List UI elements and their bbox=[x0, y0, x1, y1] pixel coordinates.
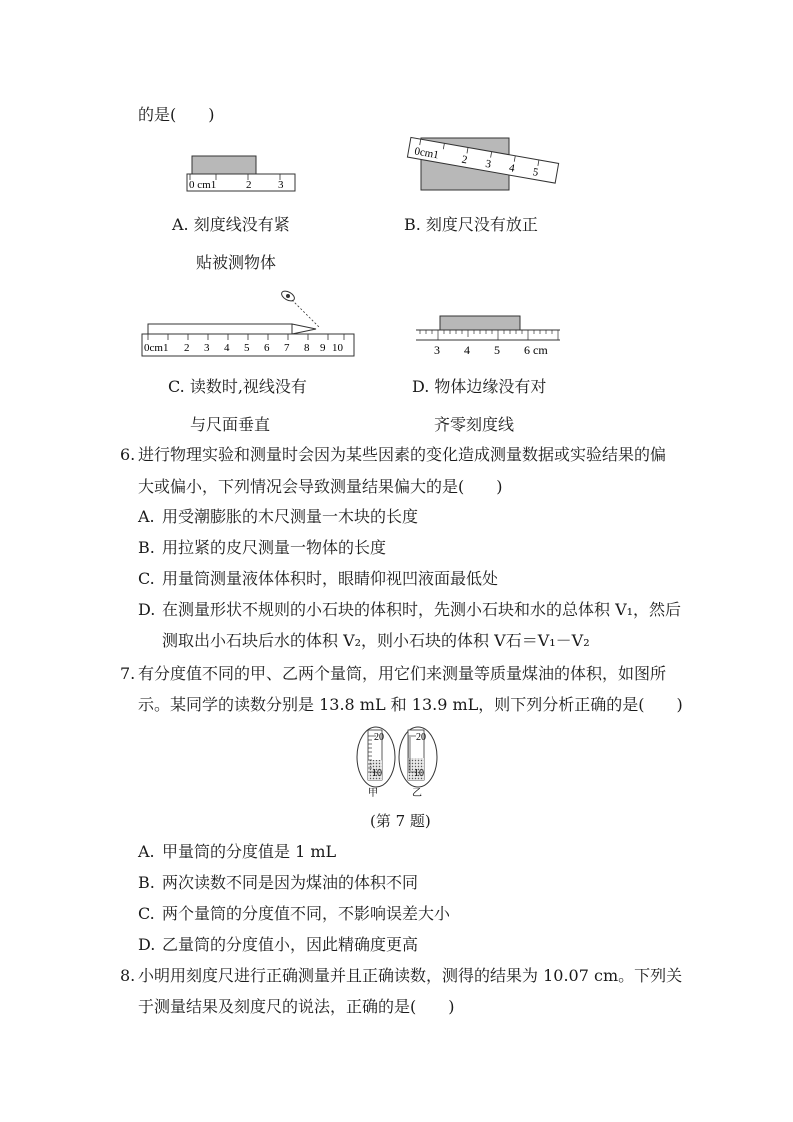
figure-b-label-4: 4 bbox=[508, 161, 516, 175]
figure-c-label-9: 9 bbox=[320, 342, 326, 354]
figure-c-object bbox=[148, 324, 292, 334]
option-text: 在测量形状不规则的小石块的体积时，先测小石块和水的总体积 V₁，然后 bbox=[162, 600, 682, 619]
figure-b-label-3: 3 bbox=[484, 157, 492, 171]
figure-a-label-0: 0 cm1 bbox=[189, 179, 217, 191]
question-6-number: 6. bbox=[120, 445, 136, 464]
figure-c-label-0: 0cm1 bbox=[144, 342, 169, 354]
question-6-option-c[interactable] bbox=[138, 568, 498, 590]
measuring-cylinders-figure bbox=[354, 726, 442, 798]
figure-a-caption-2: 贴被测物体 bbox=[196, 253, 277, 272]
question-7-number: 7. bbox=[120, 664, 136, 683]
figure-c-ruler bbox=[140, 284, 358, 358]
question-6-option-a[interactable] bbox=[138, 506, 418, 528]
question-6-option-b[interactable] bbox=[138, 537, 386, 559]
figure-b-label-5: 5 bbox=[531, 166, 540, 179]
figure-a-label-2: 2 bbox=[246, 179, 252, 191]
option-letter: A. bbox=[138, 507, 155, 526]
question-7-text-2: 示。某同学的读数分别是 13.8 mL 和 13.9 mL，则下列分析正确的是( ) bbox=[138, 695, 683, 714]
question-8-line-1 bbox=[120, 965, 682, 987]
figure-c-label-3: 3 bbox=[204, 342, 210, 354]
previous-question-tail: 的是( ) bbox=[138, 105, 215, 124]
option-letter: D. bbox=[138, 935, 156, 954]
figure-a-label-3: 3 bbox=[278, 179, 284, 191]
question-8-text-2: 于测量结果及刻度尺的说法，正确的是( ) bbox=[138, 997, 455, 1016]
figure-d-label-4: 4 bbox=[464, 343, 470, 357]
figure-c-label-6: 6 bbox=[264, 342, 270, 354]
figure-b-caption-1: B. 刻度尺没有放正 bbox=[404, 215, 538, 234]
option-text: 乙量筒的分度值小，因此精确度更高 bbox=[162, 935, 419, 954]
question-6-text-1: 进行物理实验和测量时会因为某些因素的变化造成测量数据或实验结果的偏 bbox=[138, 445, 667, 464]
figure-c-label-5: 5 bbox=[244, 342, 250, 354]
option-letter: A. bbox=[138, 842, 155, 861]
figure-d-object bbox=[440, 316, 520, 330]
cylinder-jia-label-10: 10 bbox=[372, 768, 382, 779]
figure-b-label-0: 0cm1 bbox=[413, 145, 440, 162]
figure-c-label-8: 8 bbox=[304, 342, 310, 354]
question-7-text-1: 有分度值不同的甲、乙两个量筒，用它们来测量等质量煤油的体积，如图所 bbox=[138, 664, 667, 683]
option-text: 用受潮膨胀的木尺测量一木块的长度 bbox=[162, 507, 419, 526]
figure-c-label-10: 10 bbox=[332, 342, 343, 354]
option-text: 两次读数不同是因为煤油的体积不同 bbox=[162, 873, 419, 892]
question-7-option-d[interactable] bbox=[138, 934, 418, 956]
option-letter: B. bbox=[138, 873, 155, 892]
option-letter: D. bbox=[138, 600, 156, 619]
option-text: 甲量筒的分度值是 1 mL bbox=[162, 842, 337, 861]
figure-d-ruler bbox=[414, 314, 564, 358]
eye-icon bbox=[280, 289, 296, 303]
question-7-option-c[interactable] bbox=[138, 903, 450, 925]
figure-a-object bbox=[192, 156, 256, 174]
figure-b-label-2: 2 bbox=[460, 153, 469, 167]
figure-d-label-5: 5 bbox=[494, 343, 500, 357]
cylinder-jia-name: 甲 bbox=[368, 788, 378, 798]
question-8-text-1: 小明用刻度尺进行正确测量并且正确读数，测得的结果为 10.07 cm。下列关 bbox=[138, 966, 683, 985]
figure-d-label-6: 6 cm bbox=[524, 343, 548, 357]
option-text: 用拉紧的皮尺测量一物体的长度 bbox=[162, 538, 387, 557]
figure-a-ruler bbox=[186, 152, 298, 194]
question-6-option-d-line-2: 测取出小石块后水的体积 V₂，则小石块的体积 V石＝V₁－V₂ bbox=[162, 631, 590, 650]
question-6-option-d[interactable] bbox=[138, 599, 681, 621]
figure-a-caption-1: A. 刻度线没有紧 bbox=[172, 215, 290, 234]
figure-c-caption-1: C. 读数时,视线没有 bbox=[168, 377, 307, 396]
figure-c-caption-2: 与尺面垂直 bbox=[190, 415, 271, 434]
question-7-line-1 bbox=[120, 663, 666, 685]
figure-c-label-7: 7 bbox=[284, 342, 290, 354]
cylinder-yi-label-10: 10 bbox=[414, 768, 424, 779]
cylinder-jia-label-20: 20 bbox=[374, 732, 384, 743]
cylinder-yi-name: 乙 bbox=[412, 788, 422, 798]
figure-b-ruler bbox=[403, 134, 563, 196]
question-8-number: 8. bbox=[120, 966, 136, 985]
option-text: 用量筒测量液体体积时，眼睛仰视凹液面最低处 bbox=[162, 569, 499, 588]
cylinder-yi bbox=[399, 727, 437, 798]
question-7-option-b[interactable] bbox=[138, 872, 418, 894]
question-7-option-a[interactable] bbox=[138, 841, 336, 863]
figure-d-caption-1: D. 物体边缘没有对 bbox=[412, 377, 547, 396]
figure-d-label-3: 3 bbox=[434, 343, 440, 357]
option-letter: C. bbox=[138, 569, 155, 588]
option-letter: C. bbox=[138, 904, 155, 923]
question-6-line-1 bbox=[120, 444, 666, 466]
option-text: 两个量筒的分度值不同，不影响误差大小 bbox=[162, 904, 451, 923]
cylinder-yi-label-20: 20 bbox=[416, 732, 426, 743]
figure-c-label-2: 2 bbox=[184, 342, 190, 354]
question-6-text-2: 大或偏小，下列情况会导致测量结果偏大的是( ) bbox=[138, 477, 503, 496]
figure-c-label-4: 4 bbox=[224, 342, 230, 354]
figure-d-caption-2: 齐零刻度线 bbox=[434, 415, 515, 434]
question-7-figure-caption: (第 7 题) bbox=[370, 812, 431, 830]
cylinder-jia bbox=[357, 727, 395, 798]
option-letter: B. bbox=[138, 538, 155, 557]
